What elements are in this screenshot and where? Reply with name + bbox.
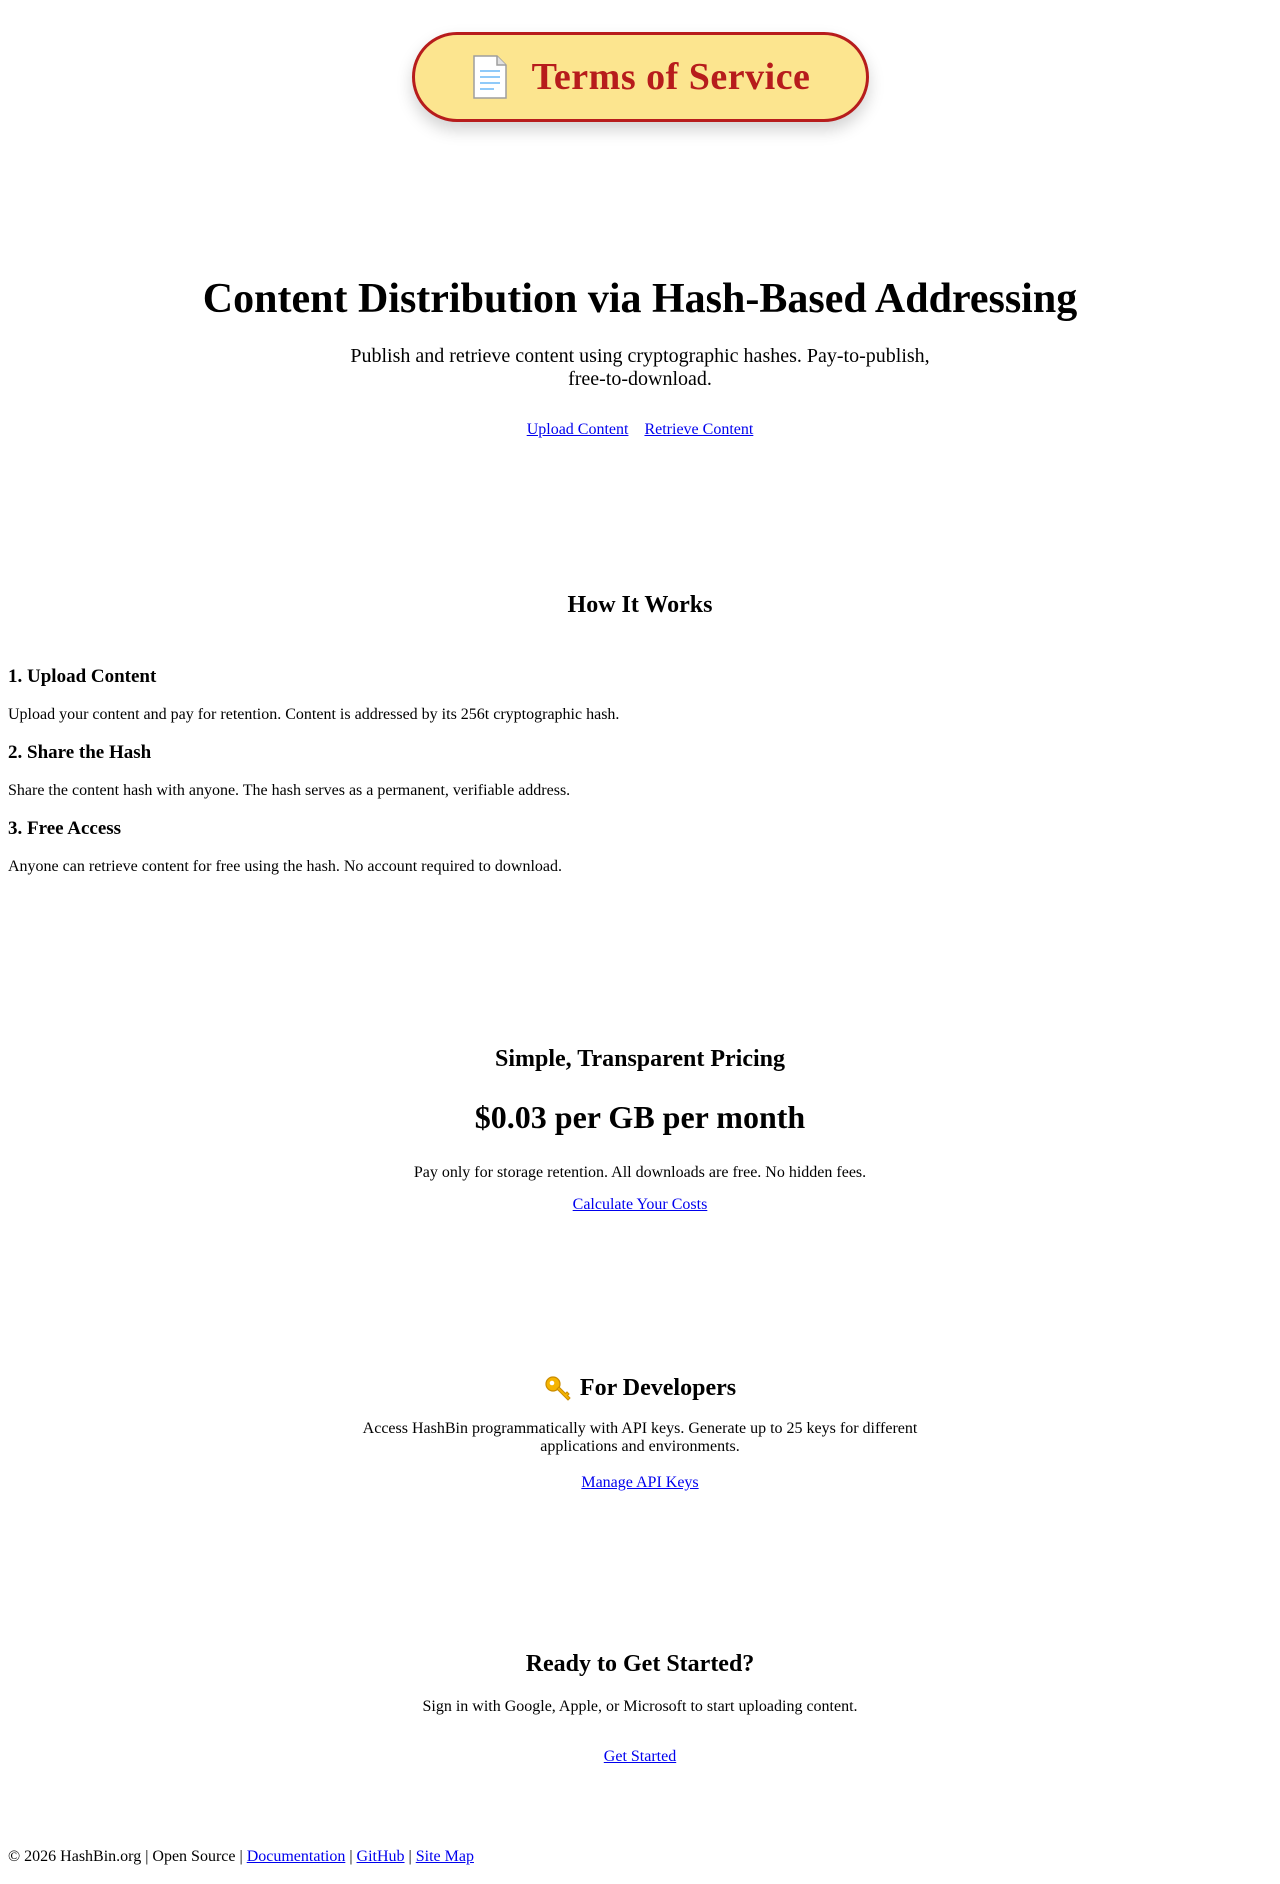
step-text: Share the content hash with anyone. The hash serves as a permanent, verifiable address. xyxy=(8,782,571,799)
get-started-link[interactable]: Get Started xyxy=(603,1748,677,1765)
hero-section xyxy=(0,275,1280,439)
hero-links xyxy=(0,421,1280,439)
calculate-costs-link[interactable]: Calculate Your Costs xyxy=(572,1196,708,1213)
tos-container xyxy=(0,32,1280,122)
get-started-section xyxy=(0,1651,1280,1766)
cta-text: Sign in with Google, Apple, or Microsoft to start uploading content. xyxy=(422,1698,858,1715)
step-title: 1. Upload Content xyxy=(8,666,157,687)
step-item xyxy=(8,742,1280,800)
terms-of-service-label: Terms of Service xyxy=(531,56,811,98)
upload-content-link[interactable]: Upload Content xyxy=(526,421,629,438)
pricing-section xyxy=(0,1046,1280,1214)
document-icon xyxy=(470,54,510,100)
hero-title: Content Distribution via Hash-Based Addressing xyxy=(202,276,1078,322)
footer-copyright: © 2026 HashBin.org | Open Source | xyxy=(8,1848,243,1865)
github-link[interactable]: GitHub xyxy=(356,1848,405,1865)
price-value: $0.03 per GB per month xyxy=(474,1099,806,1135)
cta-heading: Ready to Get Started? xyxy=(525,1651,755,1677)
terms-of-service-button[interactable] xyxy=(412,32,869,122)
step-text: Upload your content and pay for retention. Content is addressed by its 256t cryptographic hash. xyxy=(8,706,620,723)
step-item xyxy=(8,818,1280,876)
key-icon xyxy=(544,1374,572,1402)
step-title: 3. Free Access xyxy=(8,818,122,839)
footer-separator: | xyxy=(349,1848,353,1865)
footer xyxy=(8,1848,474,1866)
developers-heading xyxy=(0,1374,1280,1402)
step-item xyxy=(8,666,1280,724)
step-title: 2. Share the Hash xyxy=(8,742,152,763)
developers-section xyxy=(0,1374,1280,1492)
manage-api-keys-link[interactable]: Manage API Keys xyxy=(581,1474,699,1491)
pricing-note: Pay only for storage retention. All downloads are free. No hidden fees. xyxy=(413,1164,867,1181)
retrieve-content-link[interactable]: Retrieve Content xyxy=(644,421,754,438)
how-it-works-heading: How It Works xyxy=(567,592,713,618)
footer-separator: | xyxy=(408,1848,412,1865)
pricing-heading: Simple, Transparent Pricing xyxy=(494,1046,785,1072)
site-map-link[interactable]: Site Map xyxy=(415,1848,474,1865)
documentation-link[interactable]: Documentation xyxy=(246,1848,346,1865)
developers-heading-text: For Developers xyxy=(579,1374,737,1401)
how-it-works-section xyxy=(0,592,1280,876)
step-text: Anyone can retrieve content for free using the hash. No account required to download. xyxy=(8,858,563,875)
hero-subtitle: Publish and retrieve content using cryptographic hashes. Pay-to-publish, free-to-download. xyxy=(350,345,930,390)
developers-text: Access HashBin programmatically with API keys. Generate up to 25 keys for different applications and environments. xyxy=(362,1420,918,1455)
